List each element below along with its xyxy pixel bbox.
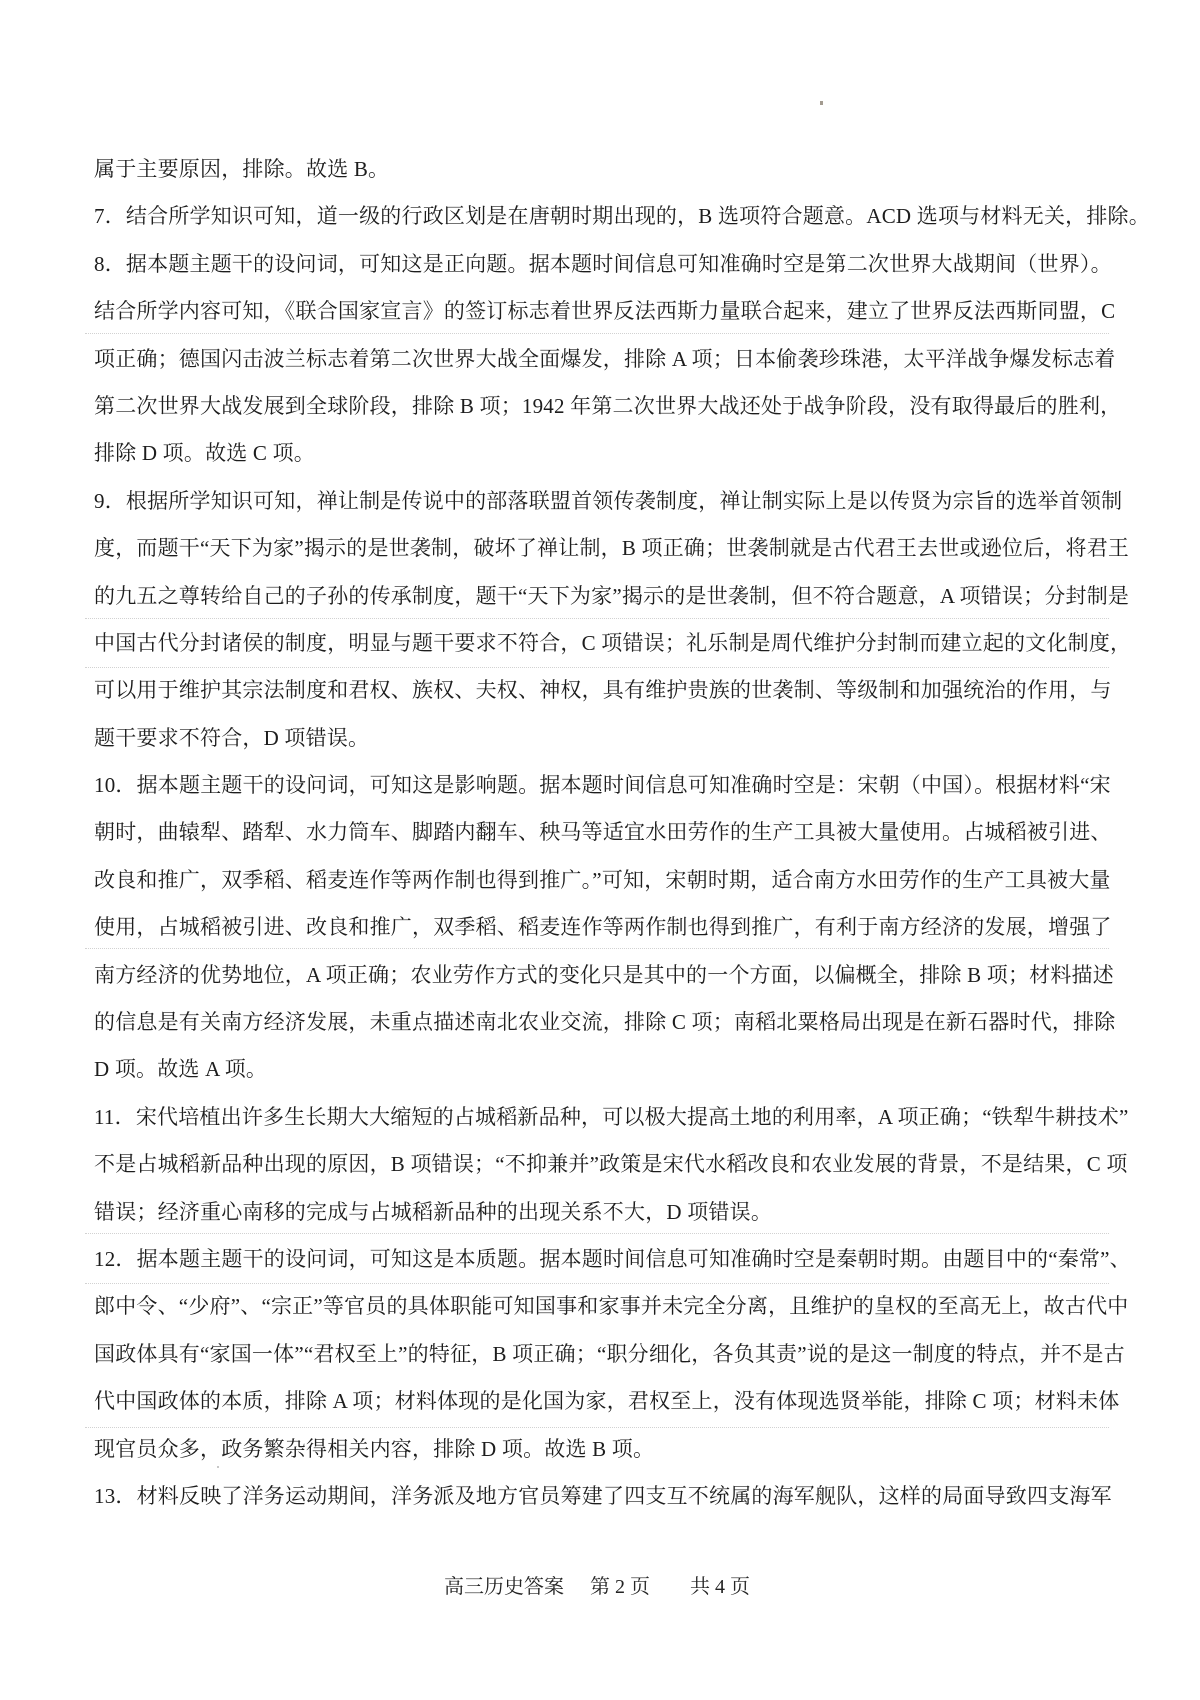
answer-line: 郎中令、“少府”、“宗正”等官员的具体职能可知国事和家事并未完全分离，且维护的皇权的至高无上，故古代中 — [94, 1294, 1129, 1319]
footer-total-pages: 共 4 页 — [690, 1576, 750, 1598]
footer-page-number: 第 2 页 — [590, 1576, 650, 1598]
answer-line: 项正确；德国闪击波兰标志着第二次世界大战全面爆发，排除 A 项；日本偷袭珍珠港，太平洋战争爆发标志着 — [94, 346, 1116, 371]
answer-9-paragraph — [94, 478, 1132, 762]
answer-line: 属于主要原因，排除。故选 B。 — [94, 157, 390, 181]
answer-line: 朝时，曲辕犁、踏犁、水力筒车、脚踏内翻车、秧马等适宜水田劳作的生产工具被大量使用。占城稻被引进、 — [94, 820, 1112, 845]
answer-line: 度，而题干“天下为家”揭示的是世袭制，破坏了禅让制，B 项正确；世袭制就是古代君王去世或逊位后，将君王 — [94, 536, 1130, 561]
answer-line: 错误；经济重心南移的完成与占城稻新品种的出现关系不大，D 项错误。 — [94, 1199, 773, 1224]
answer-line: 使用，占城稻被引进、改良和推广，双季稻、稻麦连作等两作制也得到推广，有利于南方经济的发展，增强了 — [94, 915, 1112, 940]
answer-line: 9．根据所学知识可知，禅让制是传说中的部落联盟首领传袭制度，禅让制实际上是以传贤为宗旨的选举首领制 — [94, 488, 1123, 513]
answer-line: 国政体具有“家国一体”“君权至上”的特征，B 项正确；“职分细化，各负其责”说的是这一制度的特点，并不是古 — [94, 1341, 1125, 1366]
answer-explanations-body — [94, 146, 1150, 1520]
answer-line: 11．宋代培植出许多生长期大大缩短的占城稻新品种，可以极大提高土地的利用率，A 项正确；“铁犁牛耕技术” — [94, 1104, 1129, 1129]
answer-line: 的九五之尊转给自己的子孙的传承制度，题干“天下为家”揭示的是世袭制，但不符合题意，A 项错误；分封制是 — [94, 583, 1130, 608]
answer-line: 7．结合所学知识可知，道一级的行政区划是在唐朝时期出现的，B 选项符合题意。ACD 选项与材料无关，排除。 — [94, 204, 1150, 229]
answer-line: 南方经济的优势地位，A 项正确；农业劳作方式的变化只是其中的一个方面，以偏概全，排除 B 项；材料描述 — [94, 962, 1114, 987]
answer-6-continuation-paragraph — [94, 146, 1126, 193]
answer-line: 排除 D 项。故选 C 项。 — [94, 441, 315, 466]
answer-line: 的信息是有关南方经济发展，未重点描述南北农业交流，排除 C 项；南稻北粟格局出现是在新石器时代，排除 — [94, 1010, 1116, 1035]
answer-line: 10．据本题主题干的设问词，可知这是影响题。据本题时间信息可知准确时空是：宋朝（中国）。根据材料“宋 — [94, 773, 1111, 798]
answer-line: 8．据本题主题干的设问词，可知这是正向题。据本题时间信息可知准确时空是第二次世界大战期间（世界）。 — [94, 251, 1112, 276]
answer-line: 改良和推广，双季稻、稻麦连作等两作制也得到推广。”可知，宋朝时期，适合南方水田劳作的生产工具被大量 — [94, 867, 1111, 892]
answer-13-paragraph — [94, 1473, 1126, 1520]
answer-line: 现官员众多，政务繁杂得相关内容，排除 D 项。故选 B 项。 — [94, 1436, 655, 1461]
answer-line: 13．材料反映了洋务运动期间，洋务派及地方官员筹建了四支互不统属的海军舰队，这样的局面导致四支海军 — [94, 1483, 1112, 1508]
answer-line: 题干要求不符合，D 项错误。 — [94, 725, 370, 750]
answer-line: 代中国政体的本质，排除 A 项；材料体现的是化国为家，君权至上，没有体现选贤举能，排除 C 项；材料未体 — [94, 1389, 1120, 1414]
answer-12-paragraph — [94, 1236, 1131, 1473]
page-footer — [444, 1574, 750, 1600]
answer-line: 中国古代分封诸侯的制度，明显与题干要求不符合，C 项错误；礼乐制是周代维护分封制而建立起的文化制度， — [94, 630, 1132, 655]
footer-doc-title: 高三历史答案 — [444, 1576, 564, 1598]
answer-11-paragraph — [94, 1094, 1129, 1236]
answer-8-paragraph — [94, 241, 1126, 478]
answer-line: 不是占城稻新品种出现的原因，B 项错误；“不抑兼并”政策是宋代水稻改良和农业发展的背景，不是结果，C 项 — [94, 1152, 1128, 1177]
answer-line: 结合所学内容可知，《联合国家宣言》的签订标志着世界反法西斯力量联合起来，建立了世界反法西斯同盟，C — [94, 299, 1116, 324]
scan-speck-artifact — [820, 101, 823, 105]
answer-line: D 项。故选 A 项。 — [94, 1057, 268, 1082]
answer-10-paragraph — [94, 762, 1126, 1094]
answer-line: 第二次世界大战发展到全球阶段，排除 B 项；1942 年第二次世界大战还处于战争阶段，没有取得最后的胜利， — [94, 393, 1122, 418]
answer-line: 12．据本题主题干的设问词，可知这是本质题。据本题时间信息可知准确时空是秦朝时期。由题目中的“秦常”、 — [94, 1246, 1131, 1271]
answer-line: 可以用于维护其宗法制度和君权、族权、夫权、神权，具有维护贵族的世袭制、等级制和加强统治的作用，与 — [94, 678, 1112, 703]
answer-7-paragraph — [94, 193, 1150, 240]
